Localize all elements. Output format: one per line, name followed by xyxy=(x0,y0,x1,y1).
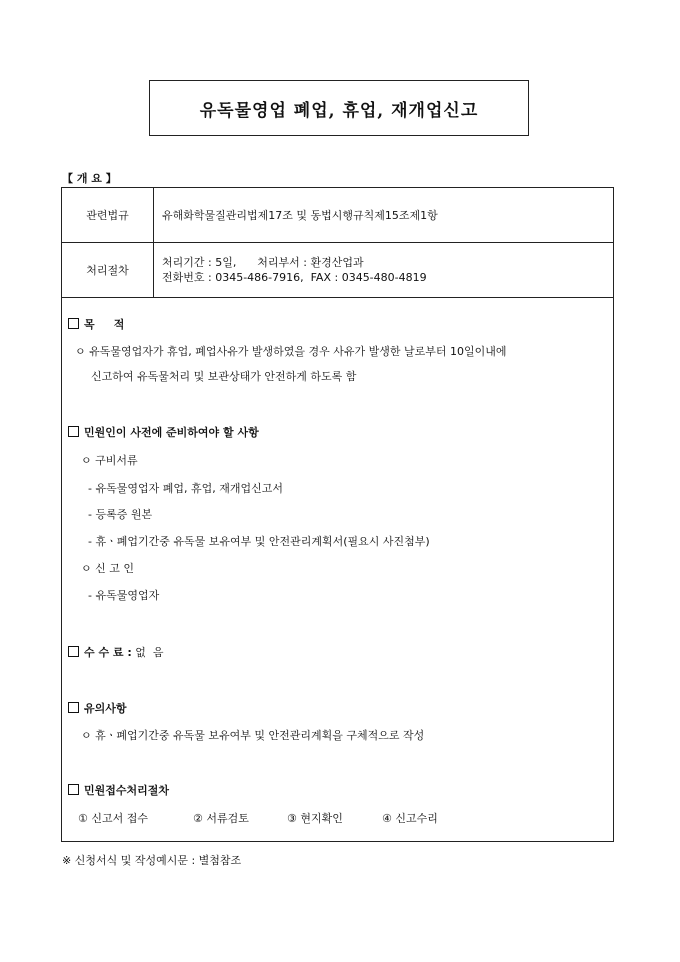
process-line-1: 처리기간 : 5일, 처리부서 : 환경산업과 xyxy=(162,256,364,269)
law-row xyxy=(62,188,613,243)
prepare-heading-text: 민원인이 사전에 준비하여야 할 사항 xyxy=(84,426,259,439)
applicant-label: ㅇ 신 고 인 xyxy=(81,562,134,575)
process-line-2: 전화번호 : 0345-486-7916, FAX : 0345-480-4819 xyxy=(162,271,427,284)
doc-item-2: - 등록증 원본 xyxy=(88,508,153,521)
law-label: 관련법규 xyxy=(62,188,154,242)
process-value xyxy=(162,243,427,297)
purpose-line-2: 신고하여 유독물처리 및 보관상태가 안전하게 하도록 함 xyxy=(91,370,357,383)
purpose-heading-text: 목 적 xyxy=(84,318,125,331)
document-frame xyxy=(61,187,614,842)
notes-line-1: ㅇ 휴ㆍ폐업기간중 유독물 보유여부 및 안전관리계획을 구체적으로 작성 xyxy=(81,729,425,742)
step-1: ① 신고서 접수 xyxy=(78,812,148,825)
process-label: 처리절차 xyxy=(62,243,154,297)
overview-label: 【 개 요 】 xyxy=(62,172,117,185)
law-value-text: 유해화학물질관리법제17조 및 동법시행규칙제15조제1항 xyxy=(162,208,438,222)
notes-heading-text: 유의사항 xyxy=(84,702,127,715)
footer-note: ※ 신청서식 및 작성예시문 : 별첨참조 xyxy=(62,854,242,867)
fee-line xyxy=(68,644,164,660)
fee-value: 없 음 xyxy=(135,646,164,659)
page-title: 유독물영업 폐업, 휴업, 재개업신고 xyxy=(149,80,529,136)
doc-item-3: - 휴ㆍ폐업기간중 유독물 보유여부 및 안전관리계획서(필요시 사진첨부) xyxy=(88,535,430,548)
fee-heading: 수 수 료 : xyxy=(84,646,132,659)
steps-heading-text: 민원접수처리절차 xyxy=(84,784,170,797)
checkbox-icon xyxy=(68,426,79,437)
doc-item-1: - 유독물영업자 폐업, 휴업, 재개업신고서 xyxy=(88,482,283,495)
checkbox-icon xyxy=(68,646,79,657)
purpose-line-1: ㅇ 유독물영업자가 휴업, 폐업사유가 발생하였을 경우 사유가 발생한 날로부터 10일이내에 xyxy=(75,345,507,358)
step-3: ③ 현지확인 xyxy=(287,812,343,825)
checkbox-icon xyxy=(68,318,79,329)
checkbox-icon xyxy=(68,702,79,713)
step-4: ④ 신고수리 xyxy=(382,812,438,825)
notes-heading xyxy=(68,700,127,716)
law-value xyxy=(162,188,438,242)
prepare-heading xyxy=(68,424,259,440)
docs-label: ㅇ 구비서류 xyxy=(81,454,138,467)
applicant-item-1: - 유독물영업자 xyxy=(88,589,160,602)
purpose-heading xyxy=(68,316,124,332)
process-row xyxy=(62,243,613,298)
step-2: ② 서류검토 xyxy=(193,812,249,825)
steps-heading xyxy=(68,782,169,798)
checkbox-icon xyxy=(68,784,79,795)
